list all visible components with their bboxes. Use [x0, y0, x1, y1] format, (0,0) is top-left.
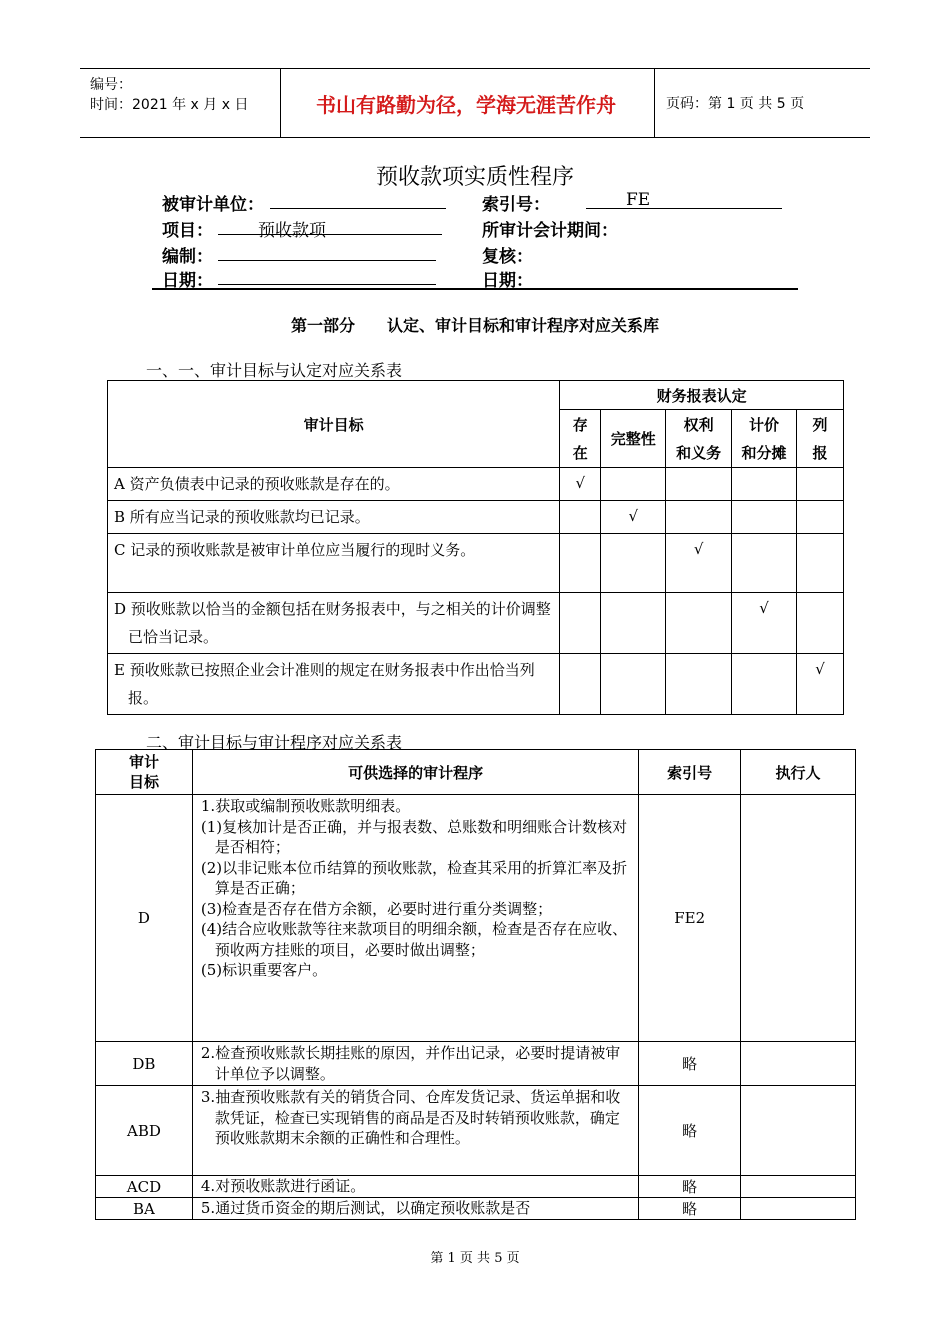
- assertion-row: [108, 654, 844, 715]
- goal-col-header: 审计 目标: [96, 750, 193, 795]
- audit-goal: [108, 468, 560, 501]
- procedure-cell: [192, 1042, 638, 1086]
- audit-goal-text: B 所有应当记录的预收账款均已记录。: [114, 508, 370, 526]
- prepared-label: 编制：: [162, 247, 213, 267]
- assertion-check: [601, 468, 666, 501]
- procedure-cell: [192, 1176, 638, 1198]
- header-rule: [152, 288, 798, 290]
- goal-code: ACD: [96, 1176, 193, 1198]
- audit-goal-text: A 资产负债表中记录的预收账款是存在的。: [114, 475, 400, 493]
- assertion-completeness: 完整性: [601, 410, 666, 468]
- procedure-line: 1.获取或编制预收账款明细表。: [200, 797, 411, 815]
- assertion-presentation: 列 报: [797, 410, 844, 468]
- executor-cell: [741, 1198, 856, 1220]
- executor-cell: [741, 1086, 856, 1176]
- audit-goal: [108, 501, 560, 534]
- goal-code: DB: [96, 1042, 193, 1086]
- goal-code: ABD: [96, 1086, 193, 1176]
- page-header: [80, 68, 870, 138]
- review-label: 复核：: [482, 247, 533, 267]
- procedure-cell: [192, 1086, 638, 1176]
- assertion-row: [108, 501, 844, 534]
- audit-goal: [108, 534, 560, 593]
- assertion-check: [797, 501, 844, 534]
- audit-goal-text: D 预收账款以恰当的金额包括在财务报表中，与之相关的计价调整已恰当记录。: [114, 600, 551, 646]
- assertion-check: [601, 654, 666, 715]
- procedure-line: (4)结合应收账款等往来款项目的明细余额，检查是否存在应收、预收两方挂账的项目，必要时做出调整；: [200, 920, 628, 959]
- assertion-check: [666, 654, 732, 715]
- goal-code: D: [96, 795, 193, 1042]
- assertion-check: [560, 534, 601, 593]
- procedure-row: [96, 1176, 856, 1198]
- motto: 书山有路勤为径，学海无涯苦作舟: [316, 92, 616, 117]
- index-label: 索引号：: [482, 195, 550, 215]
- assertion-check: [560, 593, 601, 654]
- procedure-row: [96, 1042, 856, 1086]
- index-value: FE: [626, 190, 651, 210]
- assertion-check: [732, 534, 797, 593]
- assertion-check: [797, 534, 844, 593]
- procedure-row: [96, 1086, 856, 1176]
- assertion-check: [601, 534, 666, 593]
- item-label: 项目：: [162, 221, 213, 241]
- document-title: 预收款项实质性程序: [375, 165, 574, 190]
- index-cell: FE2: [639, 795, 741, 1042]
- assertion-check: [666, 593, 732, 654]
- procedure-line: (2)以非记账本位币结算的预收账款，检查其采用的折算汇率及折算是否正确；: [200, 858, 628, 897]
- section2-title: 二、审计目标与审计程序对应关系表: [146, 733, 403, 752]
- assertion-check: [560, 654, 601, 715]
- period-label: 所审计会计期间：: [482, 221, 618, 241]
- date-line: [218, 284, 436, 285]
- procedure-row: [96, 1198, 856, 1220]
- assertion-check: √: [732, 593, 797, 654]
- procedure-line: (1)复核加计是否正确，并与报表数、总账数和明细账合计数核对是否相符；: [200, 817, 628, 856]
- prepared-line: [218, 260, 436, 261]
- audited-unit-label: 被审计单位：: [162, 195, 264, 215]
- procedure-cell: [192, 795, 638, 1042]
- executor-cell: [741, 795, 856, 1042]
- assertion-check: √: [560, 468, 601, 501]
- audit-goal: [108, 654, 560, 715]
- goal-code: BA: [96, 1198, 193, 1220]
- audit-goal-text: C 记录的预收账款是被审计单位应当履行的现时义务。: [114, 541, 476, 559]
- time-label: 时间：2021 年 x 月 x 日: [90, 97, 249, 113]
- assertion-check: √: [601, 501, 666, 534]
- assertion-check: √: [666, 534, 732, 593]
- procedure-line: (3)检查是否存在借方余额，必要时进行重分类调整；: [200, 899, 553, 918]
- assertion-check: [732, 501, 797, 534]
- item-value: 预收款项: [258, 221, 326, 241]
- executor-cell: [741, 1176, 856, 1198]
- index-line: [586, 208, 782, 209]
- index-cell: 略: [639, 1176, 741, 1198]
- procedure-cell: [192, 1198, 638, 1220]
- header-left: [90, 75, 248, 115]
- assertion-valuation: 计价 和分摊: [732, 410, 797, 468]
- page-info: 页码：第 1 页 共 5 页: [666, 96, 805, 112]
- assertion-group-header: 财务报表认定: [560, 381, 844, 410]
- assertion-table: [107, 380, 844, 715]
- header-divider: [654, 69, 655, 137]
- assertion-row: [108, 534, 844, 593]
- index-col-header: 索引号: [639, 750, 741, 795]
- executor-col-header: 执行人: [741, 750, 856, 795]
- audit-goal: [108, 593, 560, 654]
- index-cell: 略: [639, 1042, 741, 1086]
- assertion-check: [732, 654, 797, 715]
- assertion-check: [732, 468, 797, 501]
- item-line: [218, 234, 442, 235]
- number-label: 编号：: [90, 77, 132, 93]
- assertion-check: √: [797, 654, 844, 715]
- procedure-line: 4.对预收账款进行函证。: [200, 1177, 366, 1195]
- procedure-line: 2.检查预收账款长期挂账的原因，并作出记录，必要时提请被审计单位予以调整。: [200, 1044, 621, 1083]
- index-cell: 略: [639, 1198, 741, 1220]
- assertion-rights: 权利 和义务: [666, 410, 732, 468]
- executor-cell: [741, 1042, 856, 1086]
- procedure-line: 5.通过货币资金的期后测试，以确定预收账款是否: [200, 1199, 531, 1217]
- procedure-line: 3.抽查预收账款有关的销货合同、仓库发货记录、货运单据和收款凭证，检查已实现销售的商品是否及时转销预收账款，确定预收账款期末余额的正确性和合理性。: [200, 1088, 621, 1147]
- page-footer: 第 1 页 共 5 页: [430, 1251, 520, 1266]
- assertion-check: [797, 593, 844, 654]
- assertion-check: [560, 501, 601, 534]
- audited-unit-line: [270, 208, 446, 209]
- audit-goal-text: E 预收账款已按照企业会计准则的规定在财务报表中作出恰当列报。: [114, 661, 535, 707]
- procedure-col-header: 可供选择的审计程序: [192, 750, 638, 795]
- date-label: 日期：: [162, 271, 213, 291]
- assertion-check: [601, 593, 666, 654]
- procedure-line: (5)标识重要客户。: [200, 961, 328, 979]
- assertion-row: [108, 468, 844, 501]
- section1-title: 一、一、审计目标与认定对应关系表: [146, 361, 403, 380]
- assertion-existence: 存 在: [560, 410, 601, 468]
- index-cell: 略: [639, 1086, 741, 1176]
- procedure-table: [95, 749, 856, 1220]
- assertion-row: [108, 593, 844, 654]
- assertion-check: [666, 468, 732, 501]
- goal-header: 审计目标: [108, 381, 560, 468]
- part-title: 第一部分 认定、审计目标和审计程序对应关系库: [290, 316, 659, 335]
- assertion-check: [797, 468, 844, 501]
- date-label-right: 日期：: [482, 271, 533, 291]
- assertion-check: [666, 501, 732, 534]
- procedure-row: [96, 795, 856, 1042]
